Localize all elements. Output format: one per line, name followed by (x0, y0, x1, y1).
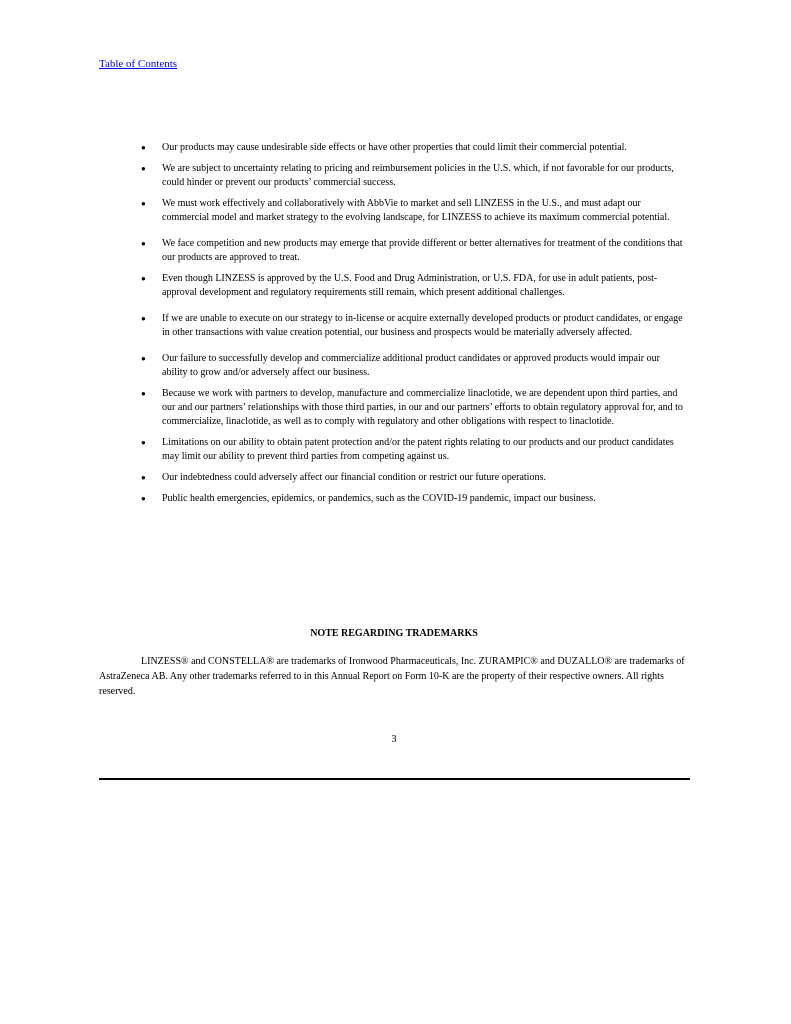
bullet-icon: ● (141, 143, 146, 152)
bullet-icon: ● (141, 354, 146, 363)
risk-factor-text: Limitations on our ability to obtain patent protection and/or the patent rights relating to our products and our product candidates may limit our ability to prevent third parties from competing against us. (162, 437, 674, 462)
risk-factor-item (139, 312, 684, 340)
risk-factor-item (139, 237, 684, 265)
risk-factor-text: Even though LINZESS is approved by the U.S. Food and Drug Administration, or U.S. FDA, for use in adult patients, post-approval development and regulatory requirements still remain, which present additional challenges. (162, 273, 658, 298)
trademarks-paragraph: LINZESS® and CONSTELLA® are trademarks of Ironwood Pharmaceuticals, Inc. ZURAMPIC® and DUZALLO® are trademarks of AstraZeneca AB. Any other trademarks referred to in this Annual Report on Form 10-K are the property of their respective owners. All rights reserved. (99, 656, 685, 697)
risk-factor-item (139, 436, 684, 464)
bullet-icon: ● (141, 473, 146, 482)
risk-factor-text: Public health emergencies, epidemics, or pandemics, such as the COVID-19 pandemic, impact our business. (162, 493, 596, 504)
bullet-icon: ● (141, 389, 146, 398)
risk-factor-item (139, 387, 684, 429)
table-of-contents-link[interactable]: Table of Contents (99, 58, 178, 70)
risk-factor-item (139, 272, 684, 300)
risk-factor-text: We are subject to uncertainty relating to pricing and reimbursement policies in the U.S. which, if not favorable for our products, could hinder or prevent our products’ commercial success. (162, 163, 674, 188)
bullet-icon: ● (141, 274, 146, 283)
risk-factor-text: Our products may cause undesirable side effects or have other properties that could limit their commercial potential. (162, 142, 627, 153)
risk-factor-item (139, 197, 684, 225)
risk-factor-text: We must work effectively and collaboratively with AbbVie to market and sell LINZESS in the U.S., and must adapt our commercial model and market strategy to the evolving landscape, for LINZESS to achieve its maximum commercial potential. (162, 198, 670, 223)
bullet-icon: ● (141, 199, 146, 208)
bullet-icon: ● (141, 239, 146, 248)
trademarks-heading: NOTE REGARDING TRADEMARKS (310, 628, 478, 639)
risk-factor-item (139, 352, 684, 380)
risk-factor-text: Because we work with partners to develop, manufacture and commercialize linaclotide, we are dependent upon third parties, and our and our partners’ relationships with those third parties, in our and our partners’ efforts to obtain regulatory approval for, and to commercialize, linaclotide, as well as to comply with regulatory and other obligations with respect to linaclotide. (162, 388, 683, 427)
risk-factor-text: Our indebtedness could adversely affect our financial condition or restrict our future operations. (162, 472, 546, 483)
risk-factor-item (139, 162, 684, 190)
bullet-icon: ● (141, 314, 146, 323)
bullet-icon: ● (141, 164, 146, 173)
risk-factor-text: If we are unable to execute on our strategy to in-license or acquire externally developed products or product candidates, or engage in other transactions with value creation potential, our business and prospects would be materially adversely affected. (162, 313, 683, 338)
risk-factor-list (139, 141, 684, 513)
risk-factor-text: We face competition and new products may emerge that provide different or better alternatives for treatment of the conditions that our products are approved to treat. (162, 238, 683, 263)
bullet-icon: ● (141, 438, 146, 447)
bullet-icon: ● (141, 494, 146, 503)
risk-factor-item (139, 141, 684, 155)
risk-factor-item (139, 471, 684, 485)
page-divider (99, 778, 690, 780)
risk-factor-text: Our failure to successfully develop and commercialize additional product candidates or approved products would impair our ability to grow and/or adversely affect our business. (162, 353, 660, 378)
risk-factor-item (139, 492, 684, 506)
page-number: 3 (391, 734, 397, 745)
